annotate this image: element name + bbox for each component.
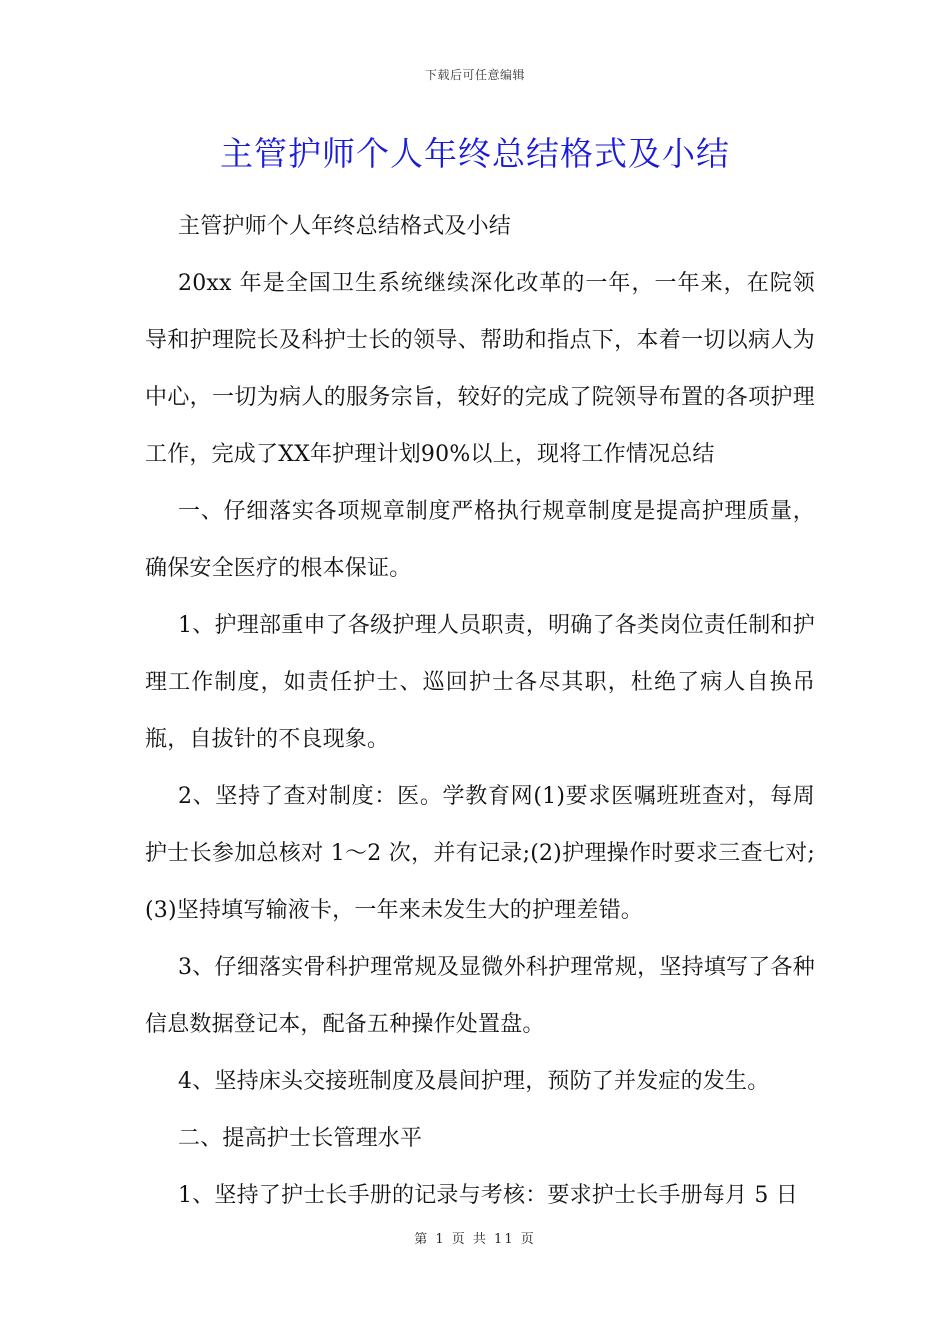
header-note: 下载后可任意编辑 [424,68,525,82]
paragraph-item-3: 3、仔细落实骨科护理常规及显微外科护理常规，坚持填写了各种信息数据登记本，配备五种操作处置盘。 [145,955,815,1037]
paragraph-intro: 20xx 年是全国卫生系统继续深化改革的一年，一年来，在院领导和护理院长及科护士长的领导、帮助和指点下，本着一切以病人为中心，一切为病人的服务宗旨，较好的完成了院领导布置的各项护理工作，完成了XX年护理计划90%以上，现将工作情况总结 [145,271,815,467]
paragraph-section-1-heading: 一、仔细落实各项规章制度严格执行规章制度是提高护理质量，确保安全医疗的根本保证。 [145,499,815,581]
document-title: 主管护师个人年终总结格式及小结 [220,134,730,173]
paragraph-item-2: 2、坚持了查对制度：医。学教育网(1)要求医嘱班班查对，每周护士长参加总核对 1～2 次，并有记录;(2)护理操作时要求三查七对;(3)坚持填写输液卡，一年来未发生大的护理差错。 [145,784,815,923]
page-footer: 第 1 页 共 11 页 [414,1232,536,1247]
paragraph-subtitle: 主管护师个人年终总结格式及小结 [178,214,512,239]
paragraph-section-2-item-1: 1、坚持了护士长手册的记录与考核：要求护士长手册每月 5 日 [178,1183,798,1208]
document-body [145,198,815,1224]
paragraph-item-4: 4、坚持床头交接班制度及晨间护理，预防了并发症的发生。 [178,1069,770,1094]
paragraph-item-1: 1、护理部重申了各级护理人员职责，明确了各类岗位责任制和护理工作制度，如责任护士、巡回护士各尽其职，杜绝了病人自换吊瓶，自拔针的不良现象。 [145,613,815,752]
paragraph-section-2-heading: 二、提高护士长管理水平 [178,1126,423,1151]
